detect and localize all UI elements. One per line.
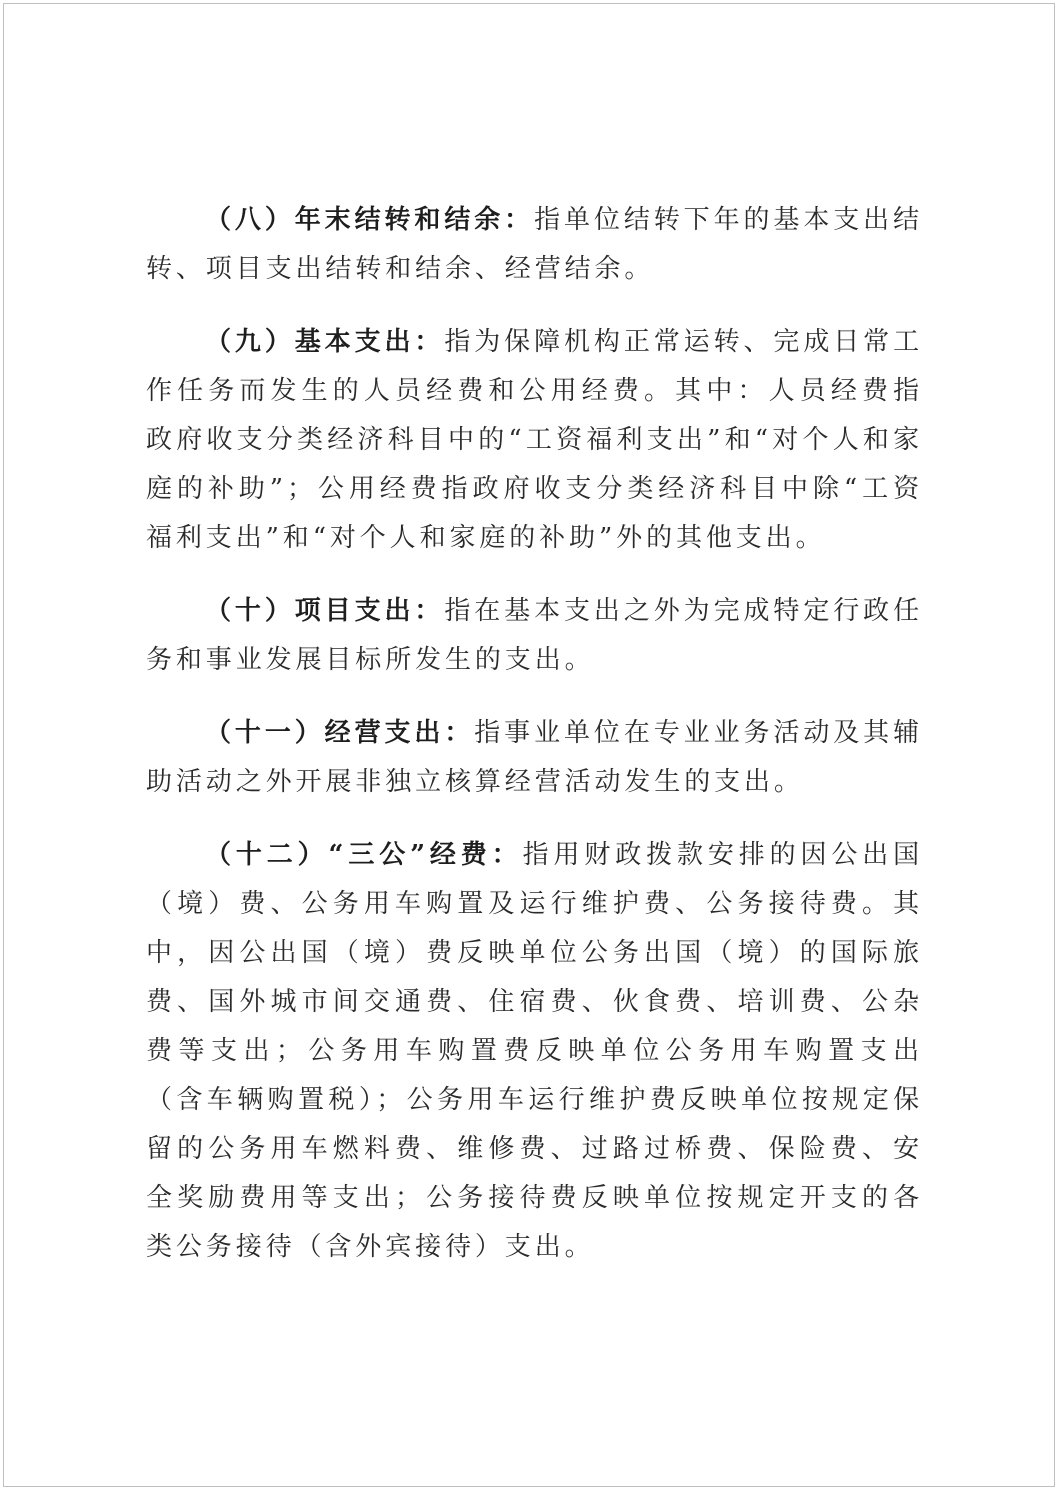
paragraph-text: 指单位结转下年的基本支出结转、项目支出结转和结余、经营结余。 [146, 205, 923, 284]
paragraph-text: 指事业单位在专业业务活动及其辅助活动之外开展非独立核算经营活动发生的支出。 [146, 718, 923, 797]
term-heading: （十二）“三公”经费： [205, 840, 523, 870]
term-heading: （十）项目支出： [205, 596, 445, 626]
paragraph-basic-expenditure [146, 318, 923, 563]
paragraph-operating-expenditure [146, 709, 923, 807]
document-body [146, 196, 923, 1296]
paragraph-text: 指在基本支出之外为完成特定行政任务和事业发展目标所发生的支出。 [146, 596, 923, 675]
paragraph-text: 指为保障机构正常运转、完成日常工作任务而发生的人员经费和公用经费。其中：人员经费指政府收支分类经济科目中的“工资福利支出”和“对个人和家庭的补助”；公用经费指政府收支分类经济科目中除“工资福利支出”和“对个人和家庭的补助”外的其他支出。 [146, 327, 923, 553]
term-heading: （十一）经营支出： [205, 718, 475, 748]
term-heading: （八）年末结转和结余： [205, 205, 535, 235]
paragraph-year-end-carryover [146, 196, 923, 294]
paragraph-project-expenditure [146, 587, 923, 685]
term-heading: （九）基本支出： [205, 327, 445, 357]
paragraph-text: 指用财政拨款安排的因公出国（境）费、公务用车购置及运行维护费、公务接待费。其中，因公出国（境）费反映单位公务出国（境）的国际旅费、国外城市间交通费、住宿费、伙食费、培训费、公杂费等支出；公务用车购置费反映单位公务用车购置支出（含车辆购置税）；公务用车运行维护费反映单位按规定保留的公务用车燃料费、维修费、过路过桥费、保险费、安全奖励费用等支出；公务接待费反映单位按规定开支的各类公务接待（含外宾接待）支出。 [146, 840, 924, 1262]
paragraph-three-public-expenses [146, 831, 923, 1272]
document-page [3, 3, 1055, 1487]
